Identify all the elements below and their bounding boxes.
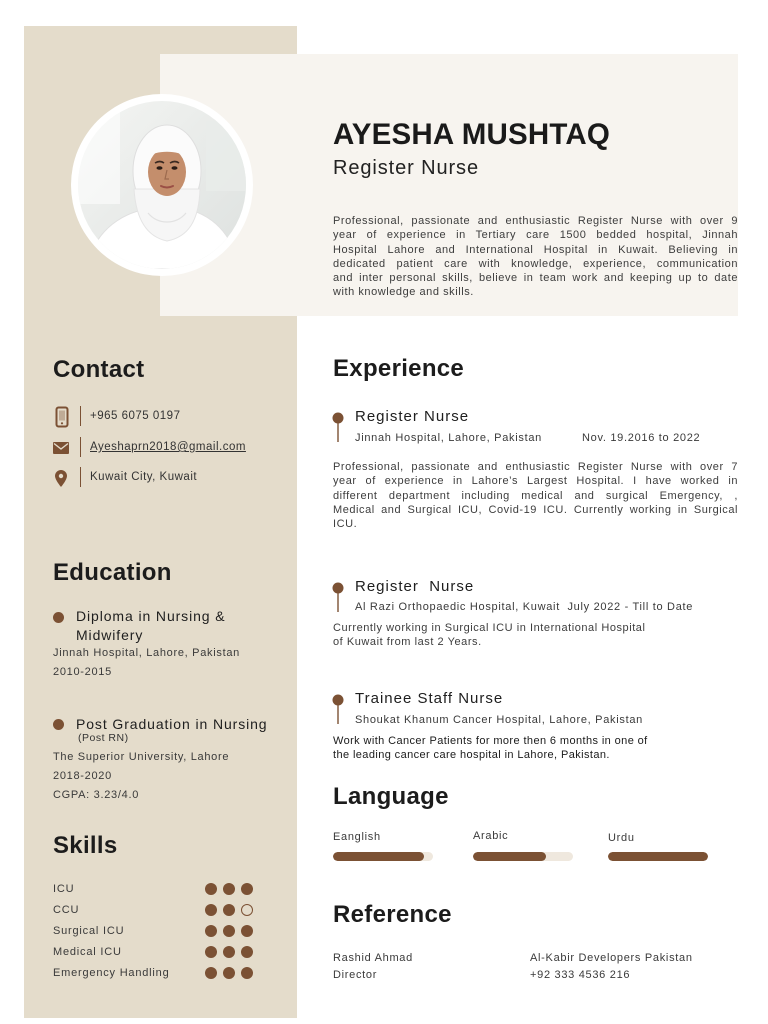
language-name: Arabic [473,830,509,842]
experience-place: Jinnah Hospital, Lahore, Pakistan [355,432,542,444]
description-line: Work with Cancer Patients for more then 6 months in one of [333,735,648,747]
skill-row [53,924,263,938]
language-bar-fill [473,852,546,861]
skill-level-dots [205,904,259,916]
education-title-line: Diploma in Nursing & [76,608,226,624]
candidate-name: AYESHA MUSHTAQ [333,118,611,151]
job-title: Register Nurse [333,157,479,179]
education-bullet [53,719,64,730]
skill-dot [205,883,217,895]
contact-divider [80,467,81,487]
skill-level-dots [205,925,259,937]
skill-row [53,882,263,896]
skill-dot [223,967,235,979]
location-text: Kuwait City, Kuwait [90,471,198,483]
reference-role: Director [333,969,378,981]
skill-name: ICU [53,883,75,895]
education-details [53,644,240,682]
skill-dot [241,925,253,937]
description-line: Medical and Surgical ICU, Covid-19 ICU. Currently working in Surgical [333,503,738,516]
profile-photo [78,101,246,269]
skill-dot [223,904,235,916]
language-heading: Language [333,783,449,810]
language-bar [473,852,573,861]
language-bar [333,852,433,861]
skill-dot [223,883,235,895]
education-title-line: Midwifery [76,627,144,643]
skill-name: Surgical ICU [53,925,125,937]
contact-divider [80,437,81,457]
description-line: Professional, passionate and enthusiastic Register Nurse with over 7 [333,461,738,473]
skill-dot [241,904,253,916]
education-years: 2010-2015 [53,666,112,678]
experience-heading: Experience [333,355,465,382]
reference-phone: +92 333 4536 216 [530,969,631,981]
reference-heading: Reference [333,901,452,928]
education-institution: The Superior University, Lahore [53,751,230,763]
profile-photo-illustration [78,101,246,269]
timeline-pin-icon [332,582,344,612]
skill-dot [241,883,253,895]
education-details [53,748,229,805]
education-years: 2018-2020 [53,770,112,782]
skills-heading: Skills [53,832,118,859]
skill-dot [241,946,253,958]
email-link[interactable]: Ayeshaprn2018@gmail.com [90,441,246,453]
phone-number: +965 6075 0197 [90,410,181,422]
experience-description [333,621,645,649]
summary-line: with knowledge and skills. [333,286,474,299]
mail-icon [53,442,69,454]
language-name: Eanglish [333,831,381,843]
profile-photo-frame [71,94,253,276]
skill-dot [205,967,217,979]
skill-dot [223,946,235,958]
contact-heading: Contact [53,356,145,383]
experience-title: Trainee Staff Nurse [355,690,504,707]
education-title: Post Graduation in Nursing [76,716,268,732]
reference-company: Al-Kabir Developers Pakistan [530,952,693,964]
reference-name: Rashid Ahmad [333,952,413,964]
skill-row [53,966,263,980]
skill-level-dots [205,967,259,979]
language-bar [608,852,708,861]
language-bar-fill [333,852,424,861]
experience-title: Register Nurse [355,578,475,595]
phone-icon [55,406,69,428]
experience-place: Shoukat Khanum Cancer Hospital, Lahore, Pakistan [355,714,643,726]
skill-dot [205,925,217,937]
contact-divider [80,406,81,426]
education-grade: CGPA: 3.23/4.0 [53,789,140,801]
experience-description [333,460,738,531]
skill-row [53,903,263,917]
skill-name: CCU [53,904,80,916]
experience-title: Register Nurse [355,408,470,425]
summary-line: and inter personal skills, believe in team work and keeping up to date [333,272,738,285]
skill-dot [205,904,217,916]
skill-level-dots [205,946,259,958]
skill-dot [223,925,235,937]
education-title [76,607,226,645]
education-institution: Jinnah Hospital, Lahore, Pakistan [53,647,240,659]
summary-line: dedicated patient care with knowledge, experience, communication [333,257,738,270]
description-line: ICU. [333,518,358,531]
timeline-pin-icon [332,694,344,724]
description-line: the leading cancer care hospital in Lahore, Pakistan. [333,749,610,761]
location-icon [55,470,67,487]
experience-place: Al Razi Orthopaedic Hospital, Kuwait July 2022 - Till to Date [355,601,694,613]
summary-line: Professional, passionate and enthusiastic Register Nurse with over 9 [333,215,738,227]
skill-name: Medical ICU [53,946,122,958]
description-line: different department including medical and surgical Emergency, , [333,489,738,502]
education-heading: Education [53,559,172,586]
education-note: (Post RN) [78,732,129,744]
language-name: Urdu [608,832,635,844]
skill-name: Emergency Handling [53,967,170,979]
experience-dates: Nov. 19.2016 to 2022 [582,432,701,444]
timeline-pin-icon [332,412,344,442]
skill-dot [241,967,253,979]
skill-level-dots [205,883,259,895]
experience-description [333,734,648,762]
skill-row [53,945,263,959]
language-bar-fill [608,852,708,861]
description-line: year of experience in Lahore’s Largest Hospital. I have worked in [333,475,738,488]
description-line: of Kuwait from last 2 Years. [333,636,482,648]
summary-line: Hospital Lahore and International Hospital in Kuwait. Believing in [333,243,738,256]
description-line: Currently working in Surgical ICU in International Hospital [333,622,646,634]
summary-line: year of experience in Tertiary care 1500 bedded hospital, Jinnah [333,229,738,242]
skill-dot [205,946,217,958]
education-bullet [53,612,64,623]
profile-summary [333,214,738,300]
